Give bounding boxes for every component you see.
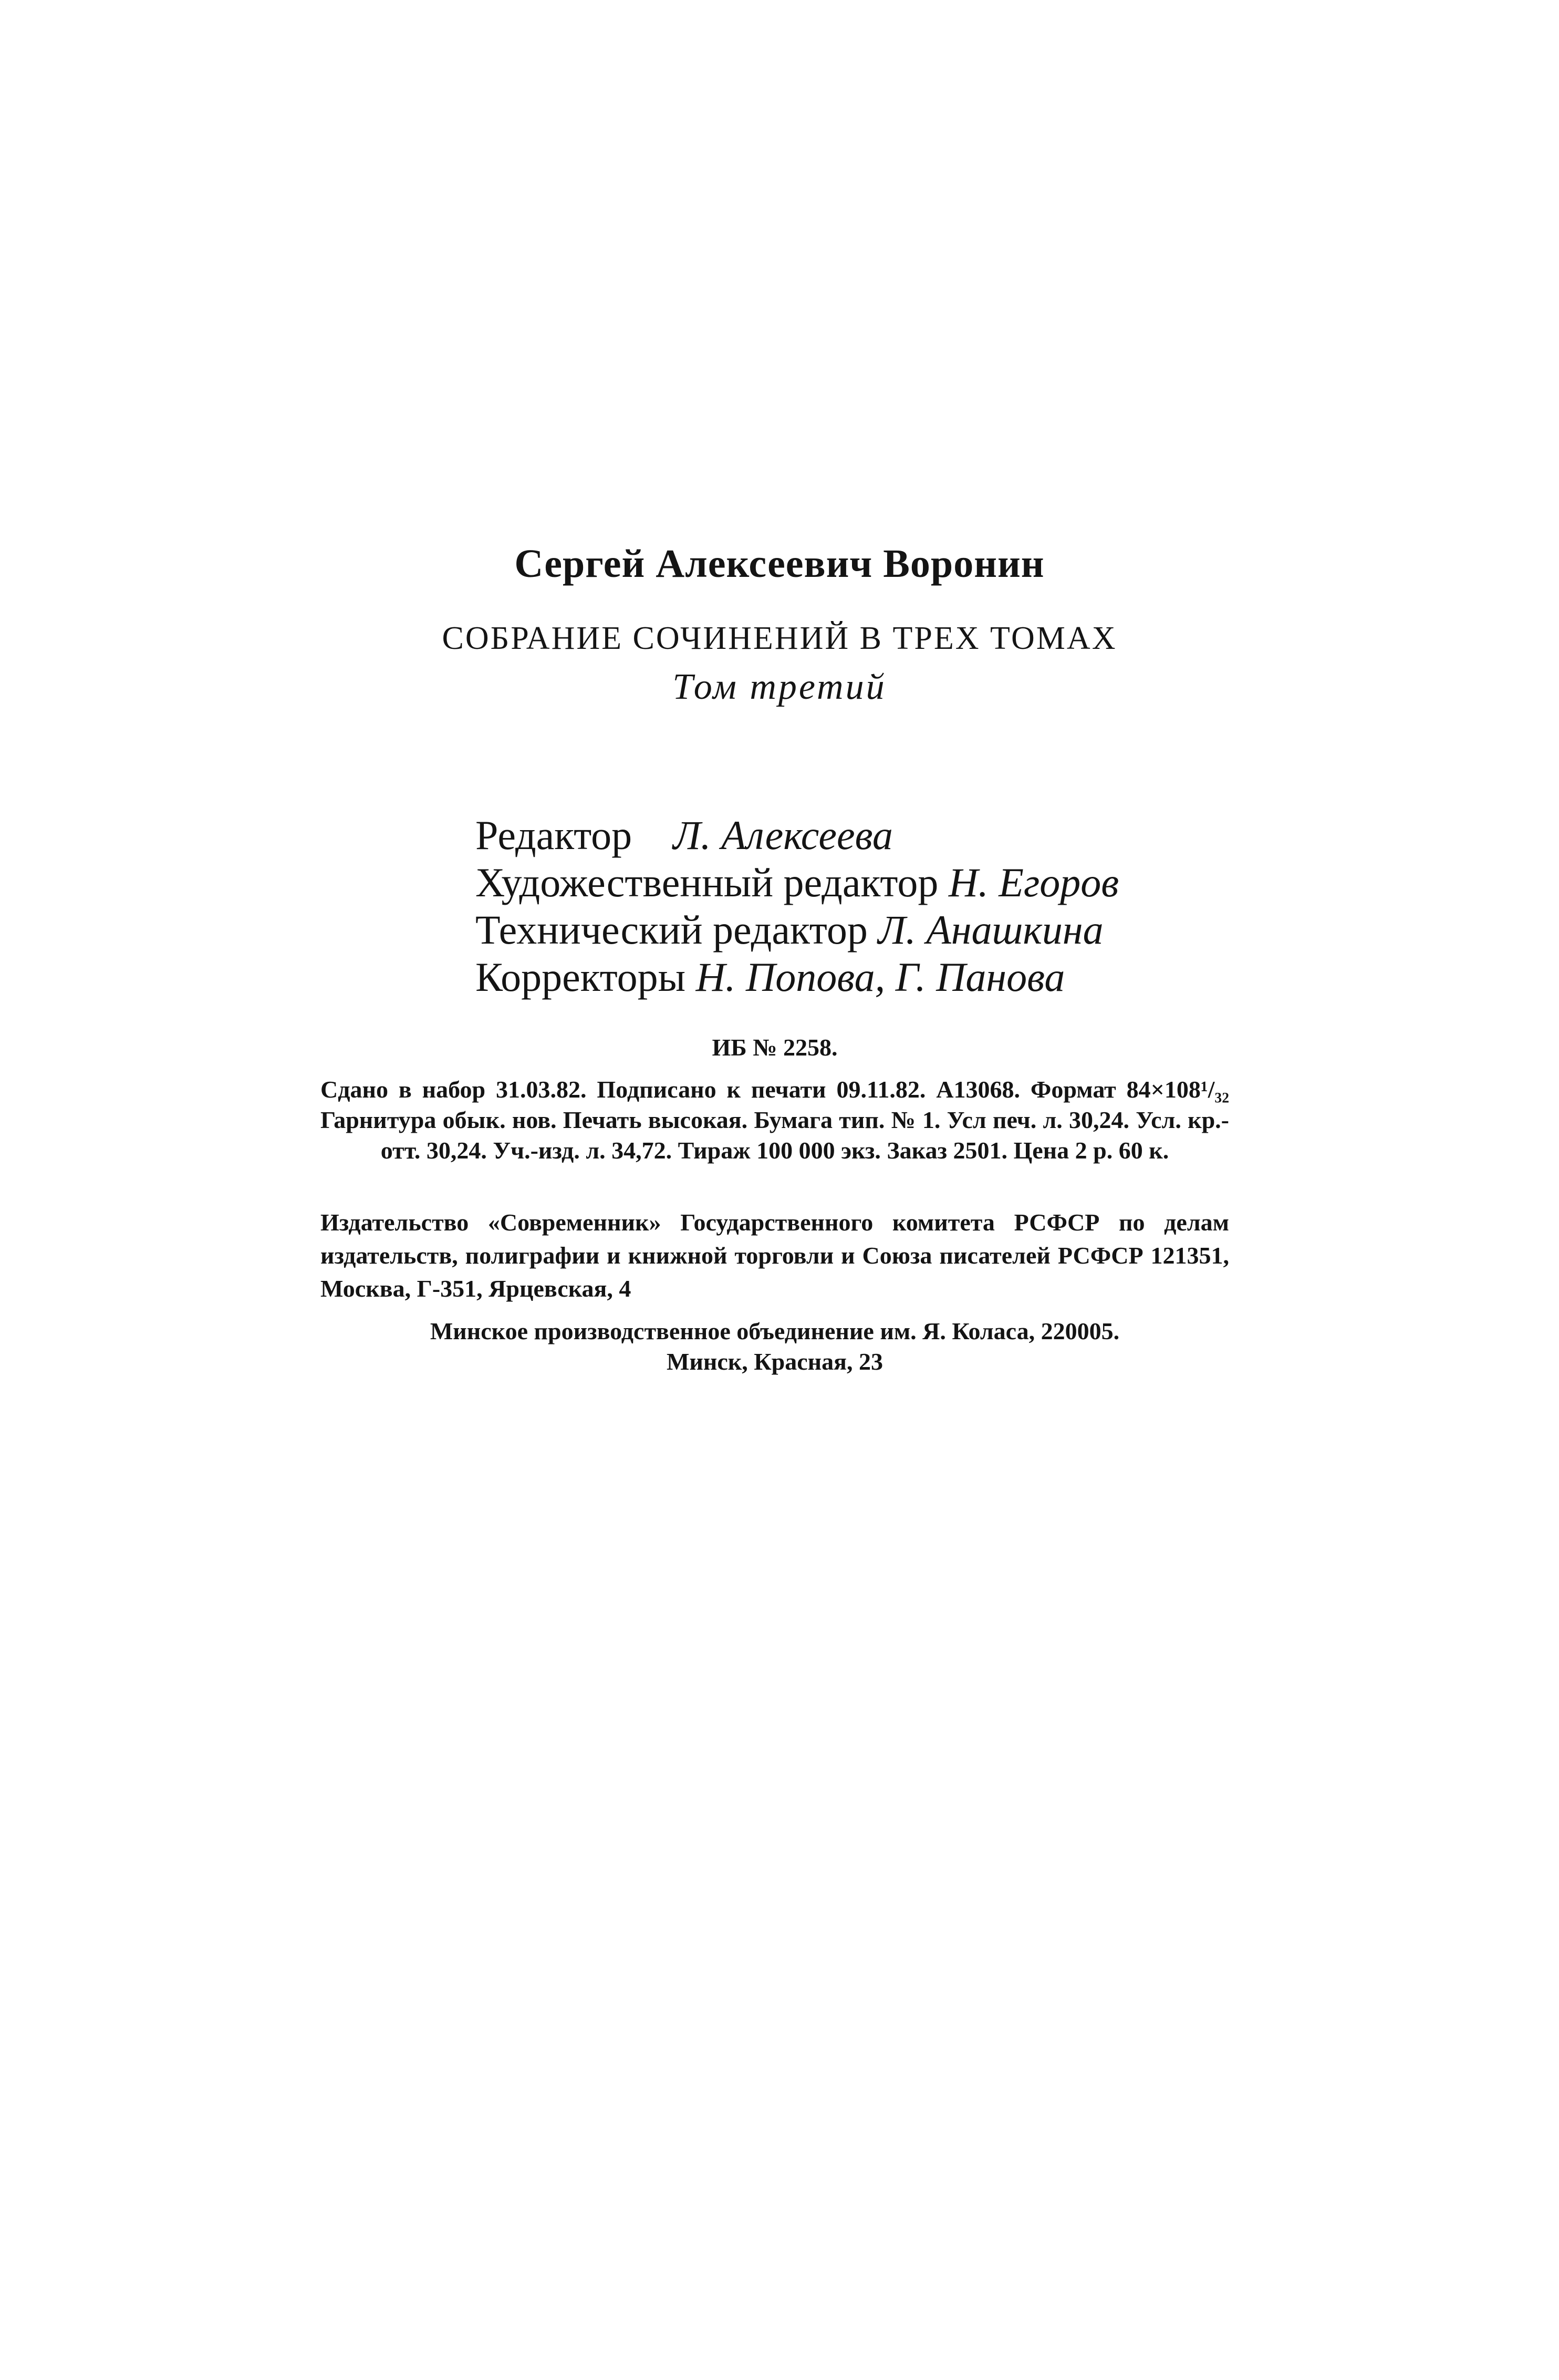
printer-line: Минское производственное объединение им. Я. Коласа, 220005. [430, 1318, 1120, 1344]
credit-role: Редактор [475, 812, 632, 858]
credit-role: Художественный редактор [475, 860, 939, 905]
volume-title: Том третий [672, 667, 887, 707]
credits-block [475, 812, 1158, 1001]
credit-art-editor [475, 859, 1158, 906]
publisher-info: Издательство «Современник» Государственного комитета РСФСР по делам издательств, полиграфии и книжной торговли и Союза писателей РСФСР 121351, Москва, Г-351, Ярцевская, 4 [320, 1209, 1229, 1302]
credit-editor [475, 812, 1158, 859]
credit-proofreaders [475, 954, 1158, 1001]
credit-role: Технический редактор [475, 907, 868, 953]
author-name: Сергей Алексеевич Воронин [514, 542, 1045, 586]
credit-person: Л. Анашкина [878, 907, 1104, 953]
printer-info [320, 1316, 1229, 1377]
printer-line: Минск, Красная, 23 [666, 1348, 884, 1375]
credit-person: Н. Попова, Г. Панова [695, 954, 1065, 1000]
collection-title: СОБРАНИЕ СОЧИНЕНИЙ В ТРЕХ ТОМАХ [442, 620, 1117, 656]
credit-role: Корректоры [475, 954, 686, 1000]
credit-person: Н. Егоров [948, 860, 1119, 905]
credit-person: Л. Алексеева [673, 812, 893, 858]
credit-tech-editor [475, 906, 1158, 954]
ib-number: ИБ № 2258. [712, 1034, 838, 1061]
technical-details: Сдано в набор 31.03.82. Подписано к печати 09.11.82. А13068. Формат 84×108¹/₃₂ Гарнитура обык. нов. Печать высокая. Бумага тип. № 1. Усл печ. л. 30,24. Усл. кр.-отт. 30,24. Уч.-изд. л. 34,72. Тираж 100 000 экз. Заказ 2501. Цена 2 р. 60 к. [320, 1076, 1229, 1164]
